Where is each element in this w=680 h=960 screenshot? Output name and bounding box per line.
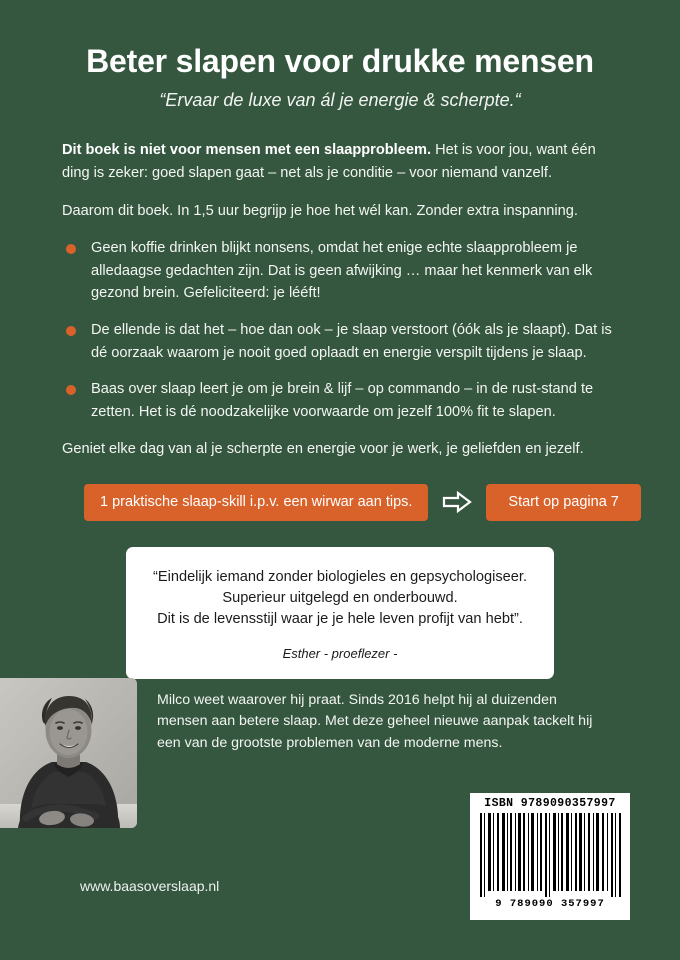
barcode-icon [476,813,624,897]
list-item [62,237,618,305]
cover-header [0,0,680,111]
barcode-block [470,793,630,920]
list-item-text: Geen koffie drinken blijkt nonsens, omdat het enige echte slaapprobleem je alledaagse gedachten zijn. Dat is geen afwijking … maar het kenmerk van elk gezond brein. Gefeliciteerd: je lééft! [91,240,593,302]
list-item-text: De ellende is dat het – hoe dan ook – je slaap verstoort (óók als je slaapt). Dat is dé oorzaak waarom je nooit goed oplaadt en energie verspilt tijdens je slaap. [91,322,612,361]
testimonial-author: Esther - proeflezer - [282,646,398,662]
isbn-label: ISBN 9789090357997 [484,797,616,810]
usp-button[interactable]: 1 praktische slaap-skill i.p.v. een wirwar aan tips. [84,484,428,521]
avatar [0,678,137,828]
bullet-dot-icon [66,244,76,254]
list-item [62,378,618,423]
bullet-dot-icon [66,385,76,395]
intro-second-paragraph: Daarom dit boek. In 1,5 uur begrijp je hoe het wél kan. Zonder extra inspanning. [62,202,578,219]
testimonial-line-2: Superieur uitgelegd en onderbouwd. [222,589,458,606]
arrow-right-icon [442,491,472,513]
website-url[interactable]: www.baasoverslaap.nl [80,878,220,894]
author-bio: Milco weet waarover hij praat. Sinds 2016 helpt hij al duizenden mensen aan betere slaap. Met deze geheel nieuwe aanpak tackelt hij een van de grootste problemen van de moderne mens. [157,692,593,751]
intro-paragraph [62,139,618,184]
list-item-text: Baas over slaap leert je om je brein & lijf – op commando – in de rust-stand te zetten. Het is dé noodzakelijke voorwaarde om jezelf 100% fit te slapen. [91,381,594,420]
benefits-list [0,237,680,423]
intro-lead-rest: Het is voor jou, want één ding is zeker: goed slapen gaat – net als je conditie – voor niemand vanzelf. [62,142,596,182]
cta-row [0,460,680,521]
testimonial-card [126,547,554,679]
intro-section [0,111,680,222]
page-title: Beter slapen voor drukke mensen [86,43,594,79]
testimonial-line-1: “Eindelijk iemand zonder biologieles en gepsychologiseer. [153,568,527,585]
start-page-button[interactable]: Start op pagina 7 [486,484,640,521]
testimonial-line-3: Dit is de levensstijl waar je je hele leven profijt van hebt”. [157,610,523,627]
bullet-dot-icon [66,326,76,336]
closing-line: Geniet elke dag van al je scherpte en energie voor je werk, je geliefden en jezelf. [62,440,584,457]
barcode-digits: 9 789090 357997 [495,897,605,910]
list-item [62,319,618,364]
page-subtitle: “Ervaar de luxe van ál je energie & scherpte.“ [159,89,521,110]
intro-lead-bold: Dit boek is niet voor mensen met een slaapprobleem. [62,142,432,159]
testimonial-quote [148,567,532,630]
